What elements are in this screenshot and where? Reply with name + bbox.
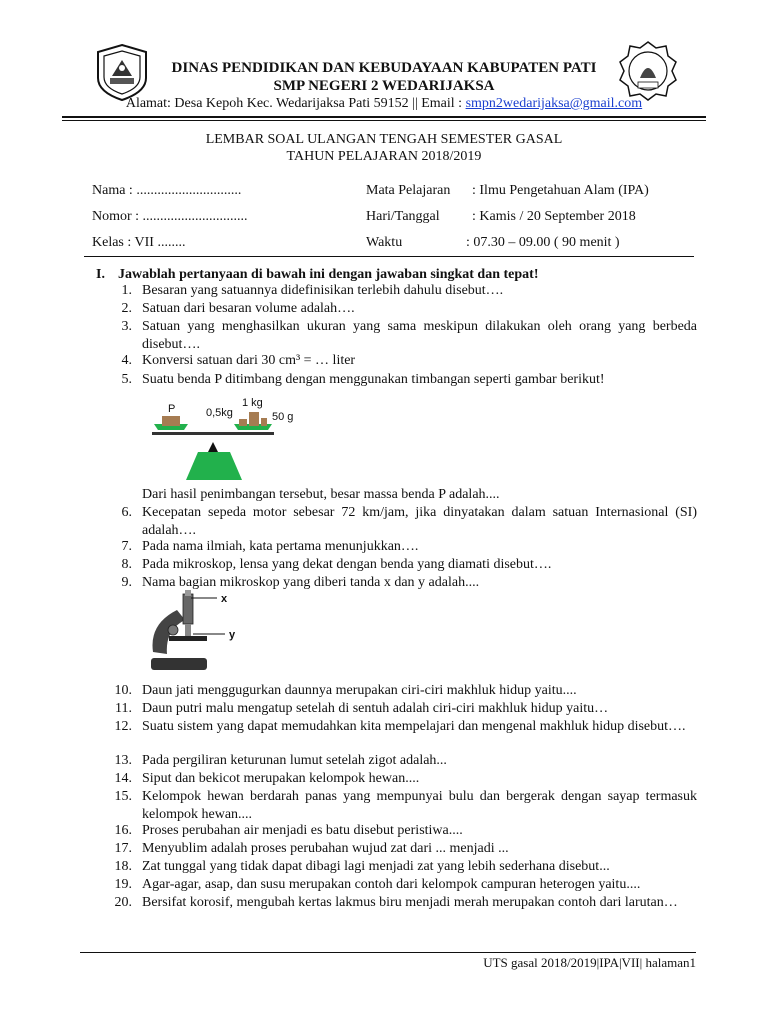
question-text: Suatu sistem yang dapat memudahkan kita mempelajari dan mengenal makhluk hidup disebut…. xyxy=(142,719,686,734)
balance-base xyxy=(186,452,242,480)
question-number: 9. xyxy=(121,575,132,590)
microscope-knob xyxy=(168,625,178,635)
address-text: Alamat: Desa Kepoh Kec. Wedarijaksa Pati 59152 || Email : xyxy=(125,96,466,111)
question-text: Pada pergiliran keturunan lumut setelah zigot adalah... xyxy=(142,753,447,768)
kelas-field: Kelas : VII ........ xyxy=(92,235,186,250)
hari-label: Hari/Tanggal xyxy=(366,209,440,224)
balance-m2-label: 1 kg xyxy=(242,397,263,409)
balance-right-pan xyxy=(234,412,272,430)
question-text: Besaran yang satuannya didefinisikan terlebih dahulu disebut…. xyxy=(142,283,504,298)
question-number: 7. xyxy=(121,539,132,554)
question-number: 12. xyxy=(114,719,132,734)
balance-p-label: P xyxy=(168,403,176,415)
balance-m3-label: 50 g xyxy=(272,411,294,423)
question-text: Proses perubahan air menjadi es batu disebut peristiwa.... xyxy=(142,823,463,838)
balance-m1-label: 0,5kg xyxy=(206,407,233,419)
microscope-figure xyxy=(145,590,255,680)
question-text: Kelompok hewan berdarah panas yang mempunyai bulu dan bergerak dengan sayap termasuk kelompok hewan.... xyxy=(142,789,697,822)
question-text: Siput dan bekicot merupakan kelompok hewan.... xyxy=(142,771,420,786)
institution-line1: DINAS PENDIDIKAN DAN KEBUDAYAAN KABUPATEN PATI xyxy=(171,60,597,76)
question-number: 17. xyxy=(114,841,132,856)
marker-x-label: x xyxy=(221,593,228,605)
balance-left-pan xyxy=(154,416,188,430)
section-roman: I. xyxy=(96,267,105,282)
question-text: Suatu benda P ditimbang dengan menggunakan timbangan seperti gambar berikut! xyxy=(142,372,605,387)
footer-text: UTS gasal 2018/2019|IPA|VII| halaman1 xyxy=(483,955,696,970)
hari-value: : Kamis / 20 September 2018 xyxy=(472,209,636,224)
footer-divider xyxy=(80,952,696,953)
question-number: 15. xyxy=(114,789,132,804)
question-text: Daun putri malu mengatup setelah di sentuh adalah ciri-ciri makhluk hidup yaitu… xyxy=(142,701,609,716)
question-number: 2. xyxy=(121,301,132,316)
microscope-stage xyxy=(169,636,207,641)
question-text: Satuan yang menghasilkan ukuran yang sama meskipun dilakukan oleh orang yang berbeda disebut…. xyxy=(142,319,697,352)
institution-line2: SMP NEGERI 2 WEDARIJAKSA xyxy=(273,78,495,94)
question-number: 1. xyxy=(121,283,132,298)
question-text: Zat tunggal yang tidak dapat dibagi lagi menjadi zat yang lebih sederhana disebut... xyxy=(142,859,610,874)
question-text: Daun jati menggugurkan daunnya merupakan ciri-ciri makhluk hidup yaitu.... xyxy=(142,683,577,698)
question-text: Dari hasil penimbangan tersebut, besar massa benda P adalah.... xyxy=(142,487,500,502)
question-text: Pada mikroskop, lensa yang dekat dengan benda yang diamati disebut…. xyxy=(142,557,552,572)
question-number: 14. xyxy=(114,771,132,786)
question-number: 8. xyxy=(121,557,132,572)
question-text: Kecepatan sepeda motor sebesar 72 km/jam, jika dinyatakan dalam satuan Internasional (SI) adalah…. xyxy=(142,505,697,538)
question-text: Agar-agar, asap, dan susu merupakan contoh dari kelompok campuran heterogen yaitu.... xyxy=(142,877,641,892)
question-text: Bersifat korosif, mengubah kertas lakmus biru menjadi merah merupakan contoh dari larutan… xyxy=(142,895,678,910)
microscope-base xyxy=(151,658,207,670)
question-number: 20. xyxy=(114,895,132,910)
doc-title-line2: TAHUN PELAJARAN 2018/2019 xyxy=(286,149,482,164)
balance-pivot xyxy=(208,442,218,452)
question-number: 16. xyxy=(114,823,132,838)
question-number: 4. xyxy=(121,353,132,368)
question-number: 18. xyxy=(114,859,132,874)
section-instruction: Jawablah pertanyaan di bawah ini dengan jawaban singkat dan tepat! xyxy=(118,267,539,282)
doc-title-line1: LEMBAR SOAL ULANGAN TENGAH SEMESTER GASAL xyxy=(205,132,563,147)
waktu-value: : 07.30 – 09.00 ( 90 menit ) xyxy=(466,235,620,250)
question-number: 6. xyxy=(121,505,132,520)
question-text: Menyublim adalah proses perubahan wujud zat dari ... menjadi ... xyxy=(142,841,509,856)
waktu-label: Waktu xyxy=(366,235,403,250)
question-number: 13. xyxy=(114,753,132,768)
question-text: Satuan dari besaran volume adalah…. xyxy=(142,301,355,316)
balance-figure xyxy=(150,394,310,484)
email-link[interactable]: smpn2wedarijaksa@gmail.com xyxy=(465,96,643,111)
microscope-eyepiece xyxy=(185,590,191,596)
marker-y-label: y xyxy=(229,629,236,641)
question-number: 19. xyxy=(114,877,132,892)
mapel-value: : Ilmu Pengetahuan Alam (IPA) xyxy=(472,183,649,198)
balance-beam xyxy=(152,432,274,435)
question-text: Konversi satuan dari 30 cm³ = … liter xyxy=(142,353,356,368)
microscope-objective xyxy=(185,624,191,636)
question-number: 10. xyxy=(114,683,132,698)
question-number: 11. xyxy=(115,701,132,716)
nama-field: Nama : .............................. xyxy=(92,183,242,198)
question-list xyxy=(102,0,702,1024)
question-number: 5. xyxy=(121,372,132,387)
question-text: Nama bagian mikroskop yang diberi tanda x dan y adalah.... xyxy=(142,575,480,590)
question-text: Pada nama ilmiah, kata pertama menunjukkan…. xyxy=(142,539,419,554)
mapel-label: Mata Pelajaran xyxy=(366,183,451,198)
nomor-field: Nomor : .............................. xyxy=(92,209,248,224)
question-number: 3. xyxy=(121,319,132,334)
